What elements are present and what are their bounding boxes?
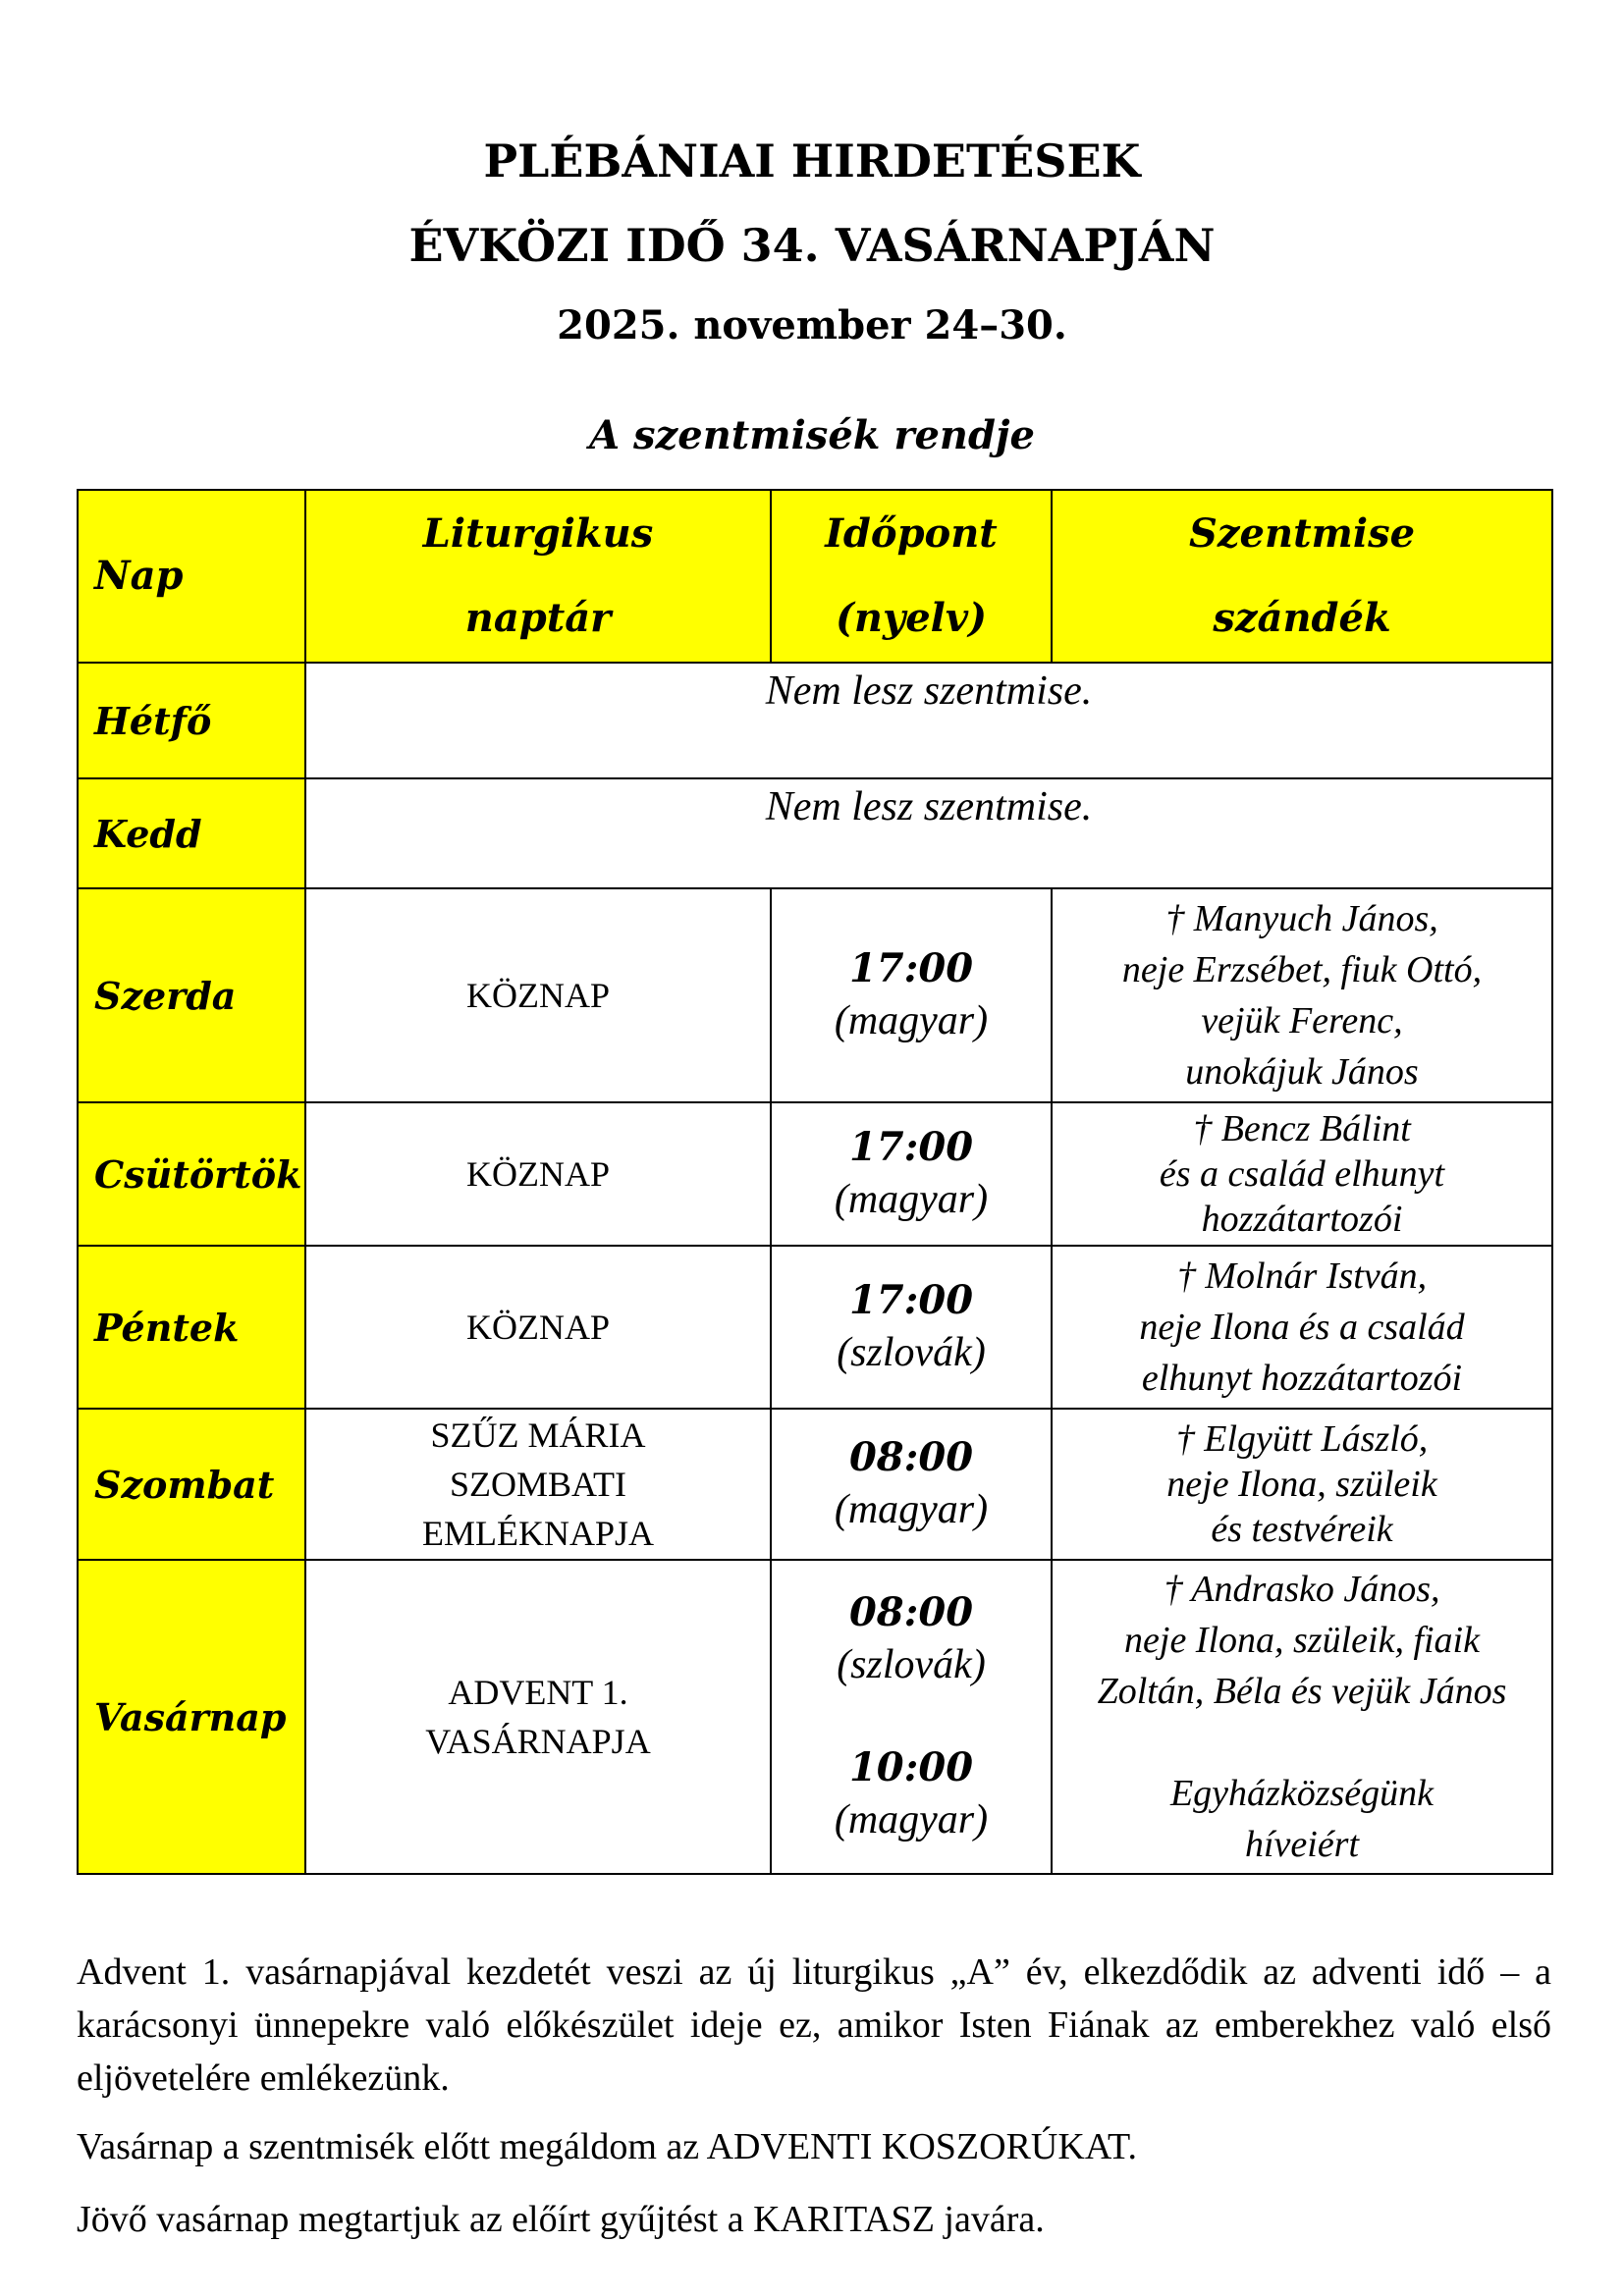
mass-language: (magyar) [834, 1177, 989, 1222]
table-row-friday [78, 1246, 1552, 1409]
mass-schedule-table [77, 489, 1553, 1875]
header-time [771, 490, 1052, 663]
page-subtitle: ÉVKÖZI IDŐ 34. VASÁRNAPJÁN [408, 219, 1216, 272]
no-mass-note-tuesday: Nem lesz szentmise. [305, 778, 1552, 888]
page-title: PLÉBÁNIAI HIRDETÉSEK [483, 134, 1141, 187]
intention-line: neje Ilona, szüleik, fiaik [1124, 1620, 1480, 1661]
day-thursday: Csütörtök [78, 1102, 305, 1246]
liturgical-line: SZŰZ MÁRIA [430, 1415, 646, 1455]
intention-friday [1052, 1246, 1552, 1409]
header-liturgical [305, 490, 771, 663]
mass-language: (magyar) [834, 1797, 989, 1842]
intention-line: † Elgyütt László, [1175, 1418, 1429, 1460]
intention-line: neje Ilona és a család [1139, 1307, 1465, 1348]
mass-language: (magyar) [834, 1487, 989, 1532]
header-day: Nap [78, 490, 305, 663]
day-saturday: Szombat [78, 1409, 305, 1560]
day-friday: Péntek [78, 1246, 305, 1409]
intention-line: híveiért [1244, 1824, 1360, 1865]
intention-line: † Bencz Bálint [1193, 1108, 1411, 1149]
mass-time: 08:00 [848, 1589, 974, 1635]
time-cell-sunday [771, 1560, 1052, 1874]
time-cell-thursday [771, 1102, 1052, 1246]
time-cell-friday [771, 1246, 1052, 1409]
liturgical-friday: KÖZNAP [305, 1246, 771, 1409]
table-row-tuesday [78, 778, 1552, 888]
liturgical-wednesday: KÖZNAP [305, 888, 771, 1102]
day-sunday: Vasárnap [78, 1560, 305, 1874]
date-range: 2025. november 24–30. [557, 302, 1067, 348]
time-cell-saturday [771, 1409, 1052, 1560]
day-monday: Hétfő [78, 663, 305, 778]
mass-time: 10:00 [848, 1744, 974, 1790]
day-wednesday: Szerda [78, 888, 305, 1102]
header-intention-line2: szándék [1213, 595, 1391, 641]
mass-time: 17:00 [848, 945, 974, 991]
table-row-saturday [78, 1409, 1552, 1560]
mass-language: (magyar) [834, 998, 989, 1043]
mass-language: (szlovák) [837, 1330, 986, 1375]
mass-time: 08:00 [848, 1434, 974, 1480]
header-time-line1: Időpont [825, 510, 998, 557]
table-row-thursday [78, 1102, 1552, 1246]
intention-line: † Molnár István, [1176, 1255, 1428, 1297]
liturgical-saturday [305, 1409, 771, 1560]
header-intention [1052, 490, 1552, 663]
table-row-monday [78, 663, 1552, 778]
schedule-title: A szentmisék rendje [589, 412, 1035, 458]
intention-line: vejük Ferenc, [1201, 1000, 1403, 1041]
mass-time: 17:00 [848, 1124, 974, 1170]
liturgical-line: VASÁRNAPJA [425, 1722, 651, 1761]
header-liturgical-line1: Liturgikus [422, 510, 654, 557]
intention-line: és a család elhunyt [1159, 1153, 1445, 1195]
mass-language: (szlovák) [837, 1642, 986, 1687]
table-header-row [78, 490, 1552, 663]
intention-saturday [1052, 1409, 1552, 1560]
intention-line: és testvéreik [1211, 1509, 1393, 1550]
intention-line: Egyházközségünk [1169, 1773, 1435, 1814]
day-tuesday: Kedd [78, 778, 305, 888]
announcement-wreaths: Vasárnap a szentmisék előtt megáldom az ADVENTI KOSZORÚKAT. [77, 2126, 1137, 2167]
mass-time: 17:00 [848, 1277, 974, 1323]
header-liturgical-line2: naptár [464, 595, 612, 641]
table-row-wednesday [78, 888, 1552, 1102]
header-intention-line1: Szentmise [1188, 510, 1416, 557]
no-mass-note-monday: Nem lesz szentmise. [305, 663, 1552, 778]
intention-line: neje Ilona, szüleik [1166, 1464, 1437, 1505]
table-row-sunday [78, 1560, 1552, 1874]
intention-line: hozzátartozói [1201, 1199, 1403, 1240]
liturgical-line: EMLÉKNAPJA [421, 1514, 654, 1553]
intention-wednesday [1052, 888, 1552, 1102]
intention-thursday [1052, 1102, 1552, 1246]
liturgical-line: ADVENT 1. [448, 1673, 628, 1712]
intention-sunday [1052, 1560, 1552, 1874]
liturgical-sunday [305, 1560, 771, 1874]
intention-line: † Manyuch János, [1165, 898, 1438, 939]
liturgical-thursday: KÖZNAP [305, 1102, 771, 1246]
header-time-line2: (nyelv) [835, 595, 988, 641]
intention-line: Zoltán, Béla és vejük János [1097, 1671, 1507, 1712]
liturgical-line: SZOMBATI [449, 1465, 627, 1504]
time-cell-wednesday [771, 888, 1052, 1102]
intention-line: neje Erzsébet, fiuk Ottó, [1121, 949, 1483, 990]
announcement-collection: Jövő vasárnap megtartjuk az előírt gyűjtést a KARITASZ javára. [77, 2199, 1045, 2240]
intention-line: elhunyt hozzátartozói [1141, 1358, 1463, 1399]
intention-line: unokájuk János [1185, 1051, 1419, 1093]
intention-line: † Andrasko János, [1164, 1569, 1440, 1610]
announcement-advent: Advent 1. vasárnapjával kezdetét veszi az új liturgikus „A” év, elkezdődik az adventi idő – a karácsonyi ünnepekre való előkészület ideje ez, amikor Isten Fiának az emberekhez való első eljövetelére emlékezünk. [77, 1951, 1551, 2099]
